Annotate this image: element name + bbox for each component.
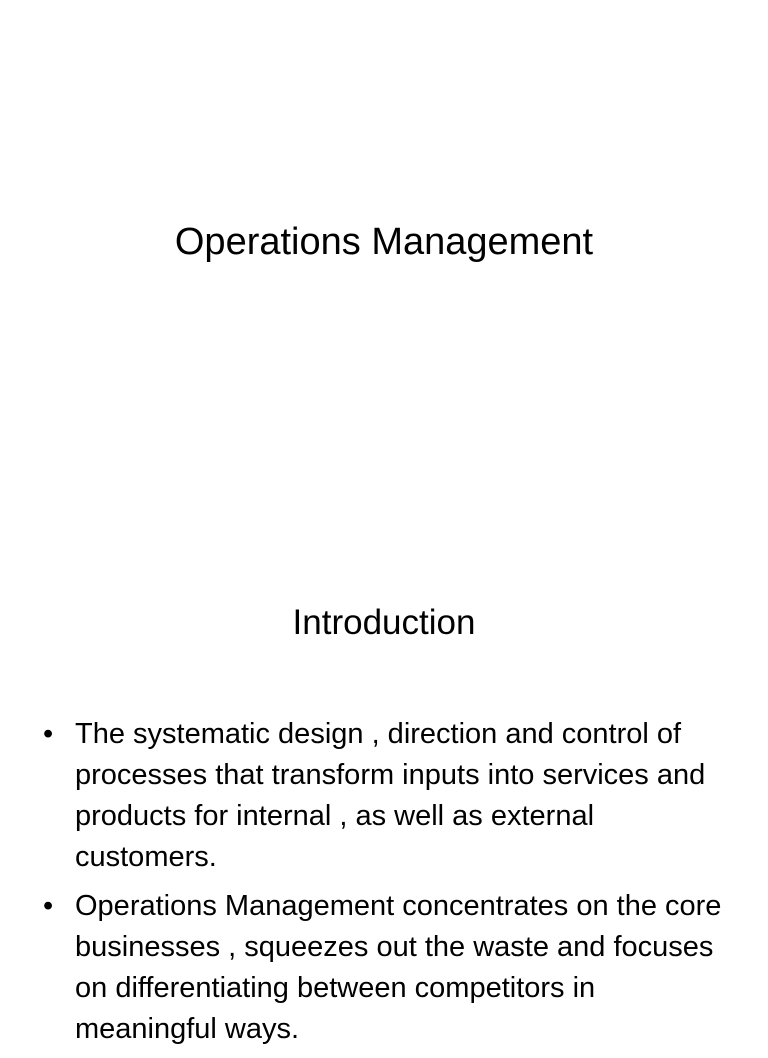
bullet-marker-icon: • [43,718,54,750]
bullet-list [0,714,768,1058]
section-heading: Introduction [292,603,476,642]
bullet-item [0,886,768,1050]
bullet-text: The systematic design , direction and control of processes that transform inputs into services and products for internal , as well as external customers. [75,718,706,873]
page-title: Operations Management [174,221,594,263]
bullet-text: Operations Management concentrates on the core businesses , squeezes out the waste and focuses on differentiating between competitors in meaningful ways. [75,890,722,1045]
bullet-marker-icon: • [43,890,54,922]
bullet-item [0,714,768,878]
